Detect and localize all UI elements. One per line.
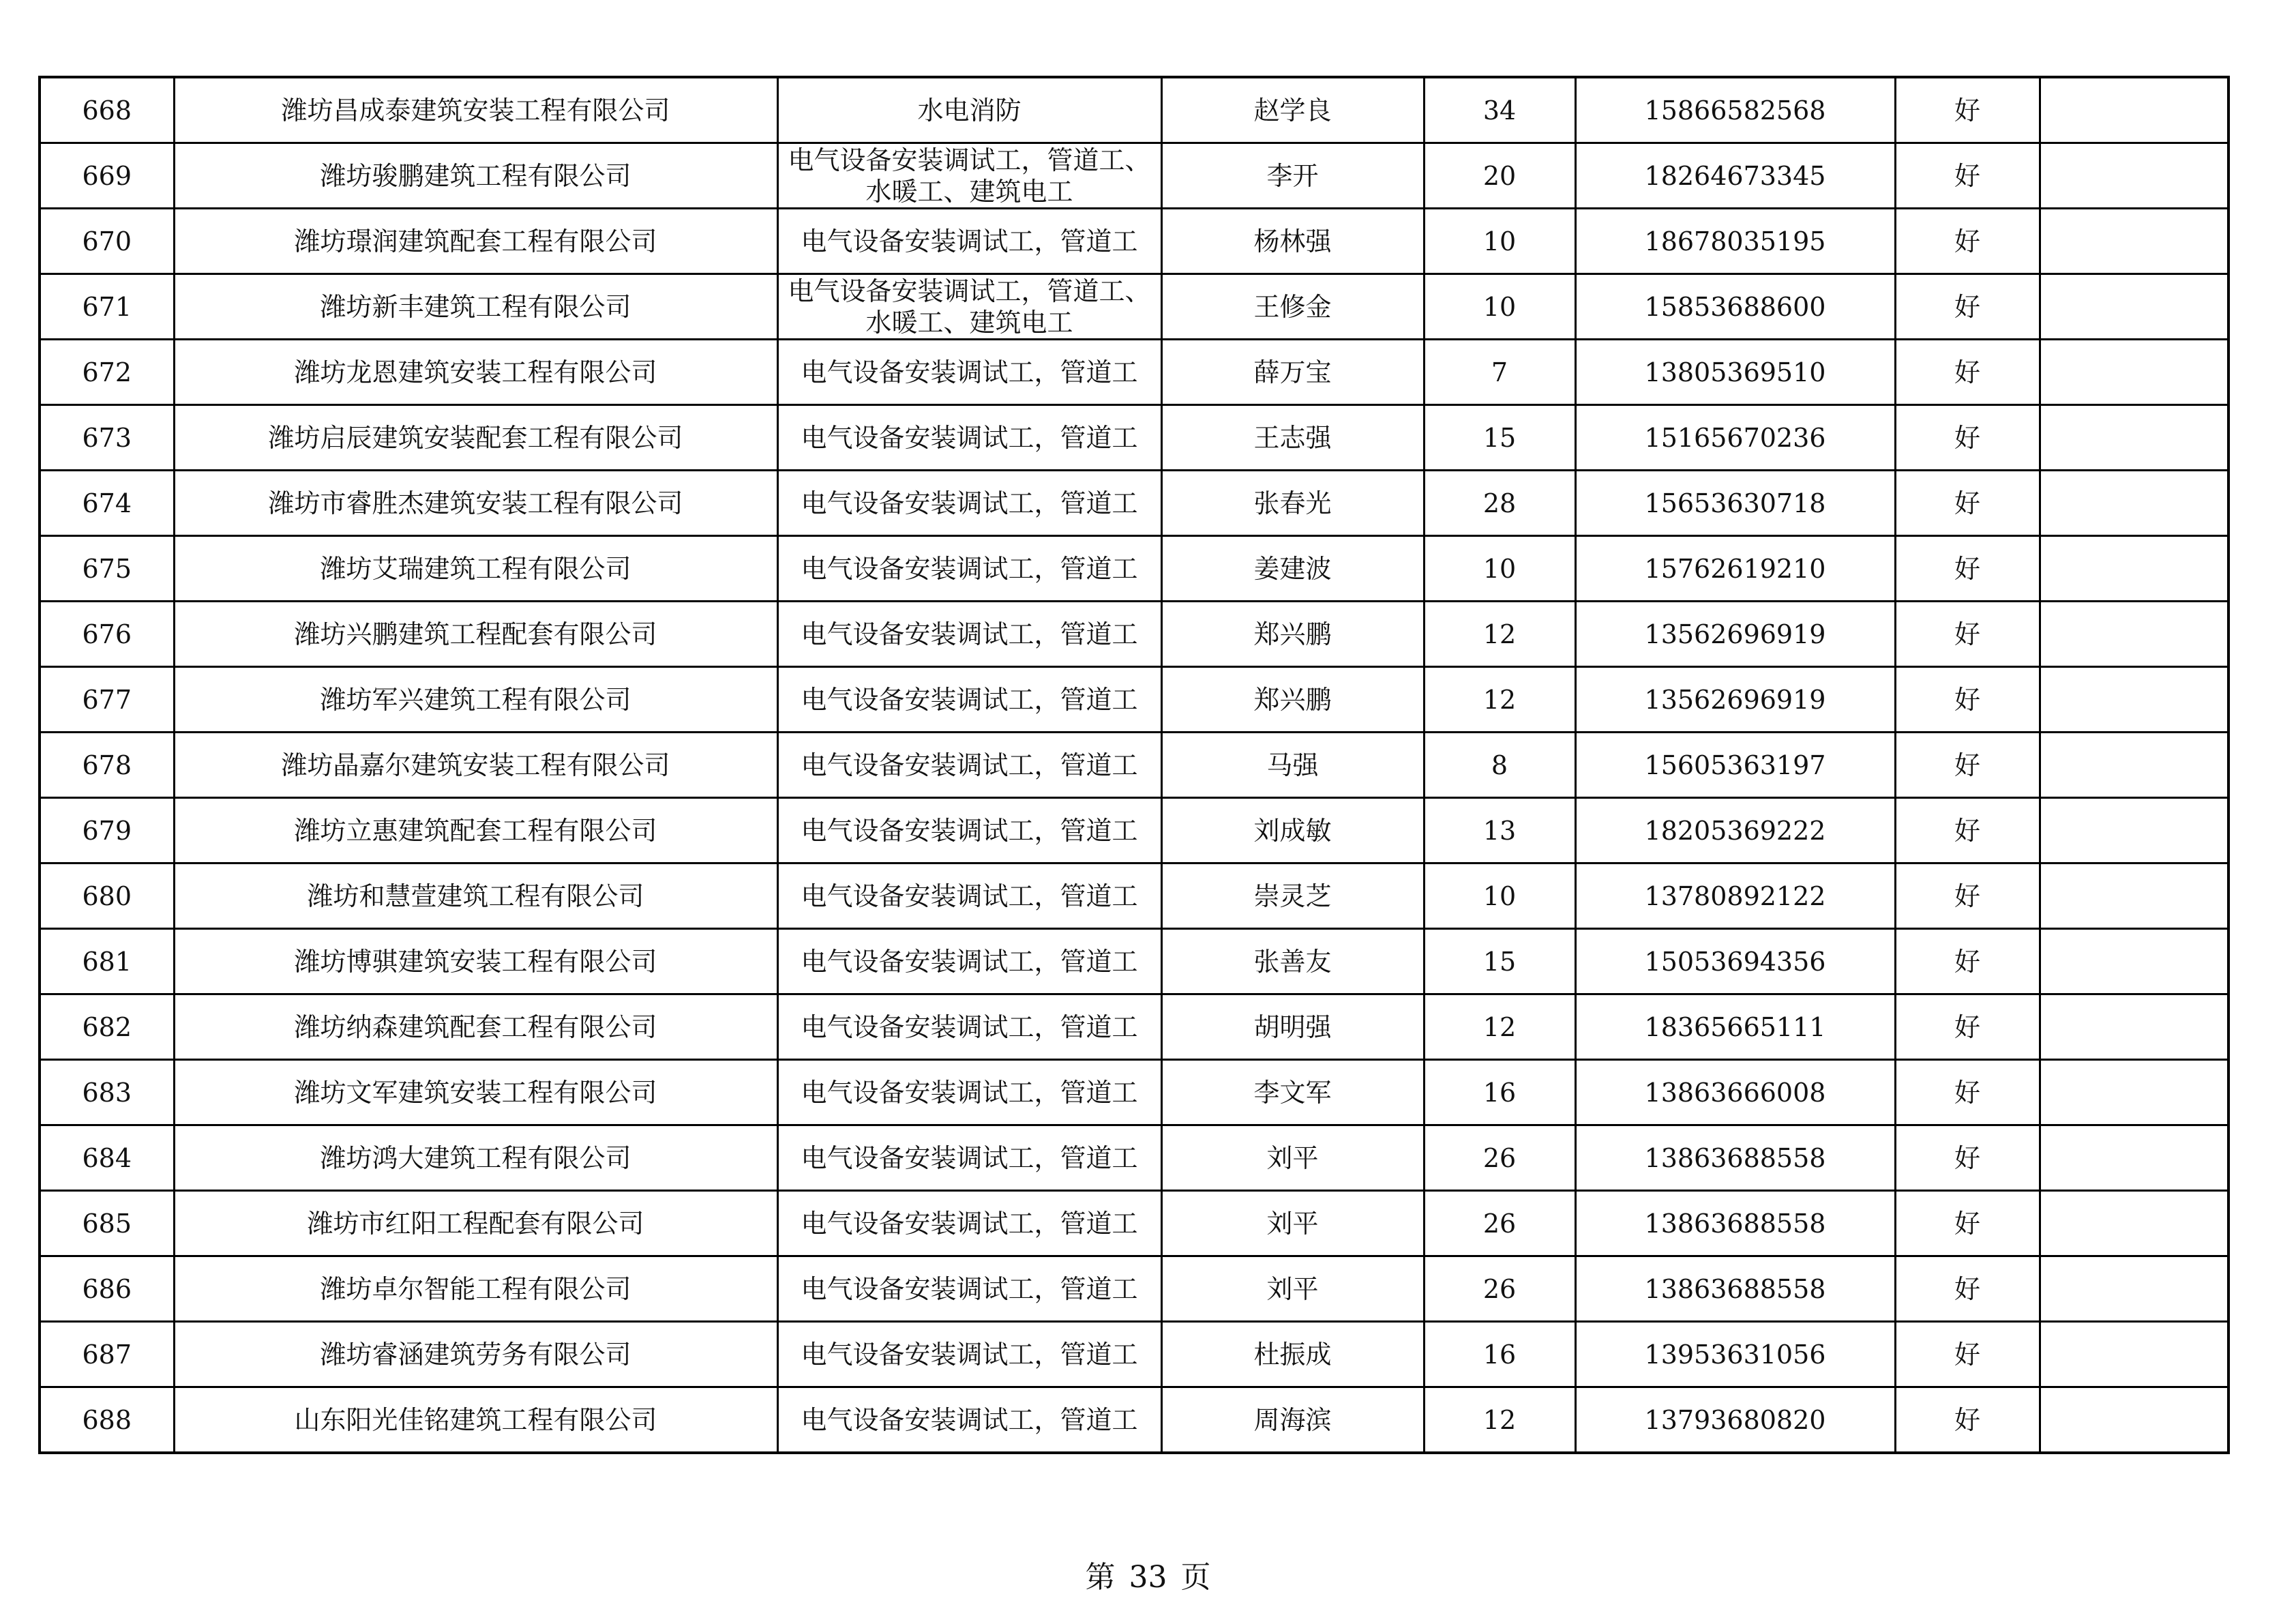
rating-cell: 好 (1895, 1387, 2040, 1453)
contact-person-cell: 马强 (1161, 733, 1424, 798)
table-body (40, 77, 2228, 1453)
trade-cell: 电气设备安装调试工，管道工、水暖工、建筑电工 (777, 274, 1161, 340)
table-row (40, 405, 2228, 471)
contact-person-cell: 张善友 (1161, 929, 1424, 994)
phone-cell: 13953631056 (1575, 1322, 1895, 1387)
note-cell (2040, 994, 2228, 1060)
table-row (40, 929, 2228, 994)
contact-person-cell: 郑兴鹏 (1161, 602, 1424, 667)
phone-cell: 13562696919 (1575, 602, 1895, 667)
trade-cell: 电气设备安装调试工，管道工 (777, 602, 1161, 667)
table-row (40, 733, 2228, 798)
phone-cell: 15853688600 (1575, 274, 1895, 340)
worker-count-cell: 26 (1424, 1191, 1575, 1256)
worker-count-cell: 16 (1424, 1060, 1575, 1125)
worker-count-cell: 10 (1424, 274, 1575, 340)
company-name-cell: 潍坊骏鹏建筑工程有限公司 (174, 143, 777, 209)
row-number-cell: 671 (40, 274, 174, 340)
row-number-cell: 680 (40, 863, 174, 929)
trade-cell: 电气设备安装调试工，管道工 (777, 340, 1161, 405)
worker-count-cell: 7 (1424, 340, 1575, 405)
company-name-cell: 潍坊晶嘉尔建筑安装工程有限公司 (174, 733, 777, 798)
table-row (40, 471, 2228, 536)
contact-person-cell: 崇灵芝 (1161, 863, 1424, 929)
row-number-cell: 676 (40, 602, 174, 667)
worker-count-cell: 8 (1424, 733, 1575, 798)
trade-cell: 电气设备安装调试工，管道工 (777, 1191, 1161, 1256)
contact-person-cell: 郑兴鹏 (1161, 667, 1424, 733)
contact-person-cell: 李开 (1161, 143, 1424, 209)
note-cell (2040, 1322, 2228, 1387)
contact-person-cell: 杨林强 (1161, 209, 1424, 274)
contact-person-cell: 刘成敏 (1161, 798, 1424, 863)
table-row (40, 77, 2228, 143)
note-cell (2040, 1060, 2228, 1125)
note-cell (2040, 863, 2228, 929)
phone-cell: 15866582568 (1575, 77, 1895, 143)
row-number-cell: 678 (40, 733, 174, 798)
company-name-cell: 潍坊璟润建筑配套工程有限公司 (174, 209, 777, 274)
company-name-cell: 潍坊市红阳工程配套有限公司 (174, 1191, 777, 1256)
footer-suffix: 页 (1180, 1560, 1211, 1595)
phone-cell: 13793680820 (1575, 1387, 1895, 1453)
rating-cell: 好 (1895, 536, 2040, 602)
table-row (40, 1387, 2228, 1453)
table-row (40, 1191, 2228, 1256)
row-number-cell: 677 (40, 667, 174, 733)
row-number-cell: 670 (40, 209, 174, 274)
company-name-cell: 潍坊新丰建筑工程有限公司 (174, 274, 777, 340)
contact-person-cell: 张春光 (1161, 471, 1424, 536)
phone-cell: 13805369510 (1575, 340, 1895, 405)
table-row (40, 209, 2228, 274)
row-number-cell: 679 (40, 798, 174, 863)
phone-cell: 15165670236 (1575, 405, 1895, 471)
phone-cell: 13562696919 (1575, 667, 1895, 733)
row-number-cell: 684 (40, 1125, 174, 1191)
note-cell (2040, 929, 2228, 994)
rating-cell: 好 (1895, 209, 2040, 274)
note-cell (2040, 405, 2228, 471)
note-cell (2040, 77, 2228, 143)
worker-count-cell: 13 (1424, 798, 1575, 863)
worker-count-cell: 26 (1424, 1256, 1575, 1322)
phone-cell: 18205369222 (1575, 798, 1895, 863)
contact-person-cell: 李文军 (1161, 1060, 1424, 1125)
company-table (38, 76, 2230, 1454)
page-footer (0, 1552, 2296, 1596)
contact-person-cell: 薛万宝 (1161, 340, 1424, 405)
trade-cell: 电气设备安装调试工，管道工 (777, 733, 1161, 798)
worker-count-cell: 12 (1424, 602, 1575, 667)
contact-person-cell: 杜振成 (1161, 1322, 1424, 1387)
company-name-cell: 潍坊立惠建筑配套工程有限公司 (174, 798, 777, 863)
table-row (40, 536, 2228, 602)
company-name-cell: 潍坊睿涵建筑劳务有限公司 (174, 1322, 777, 1387)
company-name-cell: 山东阳光佳铭建筑工程有限公司 (174, 1387, 777, 1453)
row-number-cell: 687 (40, 1322, 174, 1387)
worker-count-cell: 12 (1424, 994, 1575, 1060)
phone-cell: 13780892122 (1575, 863, 1895, 929)
note-cell (2040, 667, 2228, 733)
contact-person-cell: 周海滨 (1161, 1387, 1424, 1453)
trade-cell: 电气设备安装调试工，管道工 (777, 929, 1161, 994)
company-name-cell: 潍坊军兴建筑工程有限公司 (174, 667, 777, 733)
contact-person-cell: 胡明强 (1161, 994, 1424, 1060)
table-row (40, 1256, 2228, 1322)
rating-cell: 好 (1895, 929, 2040, 994)
note-cell (2040, 602, 2228, 667)
rating-cell: 好 (1895, 77, 2040, 143)
note-cell (2040, 1125, 2228, 1191)
row-number-cell: 674 (40, 471, 174, 536)
note-cell (2040, 1191, 2228, 1256)
contact-person-cell: 王修金 (1161, 274, 1424, 340)
row-number-cell: 669 (40, 143, 174, 209)
company-name-cell: 潍坊纳森建筑配套工程有限公司 (174, 994, 777, 1060)
row-number-cell: 681 (40, 929, 174, 994)
row-number-cell: 672 (40, 340, 174, 405)
company-name-cell: 潍坊文军建筑安装工程有限公司 (174, 1060, 777, 1125)
trade-cell: 水电消防 (777, 77, 1161, 143)
company-name-cell: 潍坊博骐建筑安装工程有限公司 (174, 929, 777, 994)
rating-cell: 好 (1895, 798, 2040, 863)
rating-cell: 好 (1895, 667, 2040, 733)
table-row (40, 602, 2228, 667)
contact-person-cell: 刘平 (1161, 1191, 1424, 1256)
page-number: 33 (1129, 1560, 1167, 1595)
worker-count-cell: 28 (1424, 471, 1575, 536)
note-cell (2040, 143, 2228, 209)
table-row (40, 340, 2228, 405)
trade-cell: 电气设备安装调试工，管道工、水暖工、建筑电工 (777, 143, 1161, 209)
phone-cell: 15653630718 (1575, 471, 1895, 536)
worker-count-cell: 20 (1424, 143, 1575, 209)
rating-cell: 好 (1895, 1256, 2040, 1322)
trade-cell: 电气设备安装调试工，管道工 (777, 1125, 1161, 1191)
contact-person-cell: 刘平 (1161, 1125, 1424, 1191)
row-number-cell: 675 (40, 536, 174, 602)
trade-cell: 电气设备安装调试工，管道工 (777, 863, 1161, 929)
worker-count-cell: 12 (1424, 1387, 1575, 1453)
trade-cell: 电气设备安装调试工，管道工 (777, 994, 1161, 1060)
company-name-cell: 潍坊鸿大建筑工程有限公司 (174, 1125, 777, 1191)
footer-prefix: 第 (1085, 1560, 1116, 1595)
worker-count-cell: 26 (1424, 1125, 1575, 1191)
phone-cell: 15053694356 (1575, 929, 1895, 994)
rating-cell: 好 (1895, 340, 2040, 405)
note-cell (2040, 1387, 2228, 1453)
rating-cell: 好 (1895, 1322, 2040, 1387)
contact-person-cell: 王志强 (1161, 405, 1424, 471)
phone-cell: 18365665111 (1575, 994, 1895, 1060)
worker-count-cell: 10 (1424, 863, 1575, 929)
rating-cell: 好 (1895, 1191, 2040, 1256)
worker-count-cell: 10 (1424, 209, 1575, 274)
table-row (40, 1322, 2228, 1387)
trade-cell: 电气设备安装调试工，管道工 (777, 209, 1161, 274)
phone-cell: 18264673345 (1575, 143, 1895, 209)
worker-count-cell: 10 (1424, 536, 1575, 602)
trade-cell: 电气设备安装调试工，管道工 (777, 1322, 1161, 1387)
row-number-cell: 673 (40, 405, 174, 471)
note-cell (2040, 798, 2228, 863)
rating-cell: 好 (1895, 274, 2040, 340)
table-row (40, 994, 2228, 1060)
note-cell (2040, 536, 2228, 602)
row-number-cell: 682 (40, 994, 174, 1060)
rating-cell: 好 (1895, 1125, 2040, 1191)
company-name-cell: 潍坊兴鹏建筑工程配套有限公司 (174, 602, 777, 667)
trade-cell: 电气设备安装调试工，管道工 (777, 1060, 1161, 1125)
worker-count-cell: 15 (1424, 929, 1575, 994)
worker-count-cell: 12 (1424, 667, 1575, 733)
company-name-cell: 潍坊艾瑞建筑工程有限公司 (174, 536, 777, 602)
row-number-cell: 688 (40, 1387, 174, 1453)
worker-count-cell: 34 (1424, 77, 1575, 143)
company-name-cell: 潍坊龙恩建筑安装工程有限公司 (174, 340, 777, 405)
trade-cell: 电气设备安装调试工，管道工 (777, 536, 1161, 602)
note-cell (2040, 340, 2228, 405)
phone-cell: 13863688558 (1575, 1125, 1895, 1191)
phone-cell: 18678035195 (1575, 209, 1895, 274)
note-cell (2040, 733, 2228, 798)
note-cell (2040, 209, 2228, 274)
row-number-cell: 668 (40, 77, 174, 143)
company-name-cell: 潍坊市睿胜杰建筑安装工程有限公司 (174, 471, 777, 536)
note-cell (2040, 274, 2228, 340)
contact-person-cell: 赵学良 (1161, 77, 1424, 143)
row-number-cell: 685 (40, 1191, 174, 1256)
trade-cell: 电气设备安装调试工，管道工 (777, 471, 1161, 536)
phone-cell: 13863688558 (1575, 1191, 1895, 1256)
phone-cell: 13863666008 (1575, 1060, 1895, 1125)
rating-cell: 好 (1895, 471, 2040, 536)
company-name-cell: 潍坊启辰建筑安装配套工程有限公司 (174, 405, 777, 471)
phone-cell: 15762619210 (1575, 536, 1895, 602)
note-cell (2040, 1256, 2228, 1322)
trade-cell: 电气设备安装调试工，管道工 (777, 798, 1161, 863)
rating-cell: 好 (1895, 143, 2040, 209)
rating-cell: 好 (1895, 994, 2040, 1060)
note-cell (2040, 471, 2228, 536)
rating-cell: 好 (1895, 863, 2040, 929)
trade-cell: 电气设备安装调试工，管道工 (777, 1387, 1161, 1453)
phone-cell: 13863688558 (1575, 1256, 1895, 1322)
company-name-cell: 潍坊卓尔智能工程有限公司 (174, 1256, 777, 1322)
trade-cell: 电气设备安装调试工，管道工 (777, 667, 1161, 733)
row-number-cell: 686 (40, 1256, 174, 1322)
company-name-cell: 潍坊和慧萱建筑工程有限公司 (174, 863, 777, 929)
table-row (40, 274, 2228, 340)
trade-cell: 电气设备安装调试工，管道工 (777, 405, 1161, 471)
contact-person-cell: 刘平 (1161, 1256, 1424, 1322)
table-row (40, 1060, 2228, 1125)
table-row (40, 798, 2228, 863)
table-row (40, 143, 2228, 209)
rating-cell: 好 (1895, 405, 2040, 471)
row-number-cell: 683 (40, 1060, 174, 1125)
table-row (40, 1125, 2228, 1191)
rating-cell: 好 (1895, 1060, 2040, 1125)
rating-cell: 好 (1895, 602, 2040, 667)
table-row (40, 667, 2228, 733)
worker-count-cell: 15 (1424, 405, 1575, 471)
company-name-cell: 潍坊昌成泰建筑安装工程有限公司 (174, 77, 777, 143)
table-row (40, 863, 2228, 929)
worker-count-cell: 16 (1424, 1322, 1575, 1387)
trade-cell: 电气设备安装调试工，管道工 (777, 1256, 1161, 1322)
rating-cell: 好 (1895, 733, 2040, 798)
phone-cell: 15605363197 (1575, 733, 1895, 798)
contact-person-cell: 姜建波 (1161, 536, 1424, 602)
